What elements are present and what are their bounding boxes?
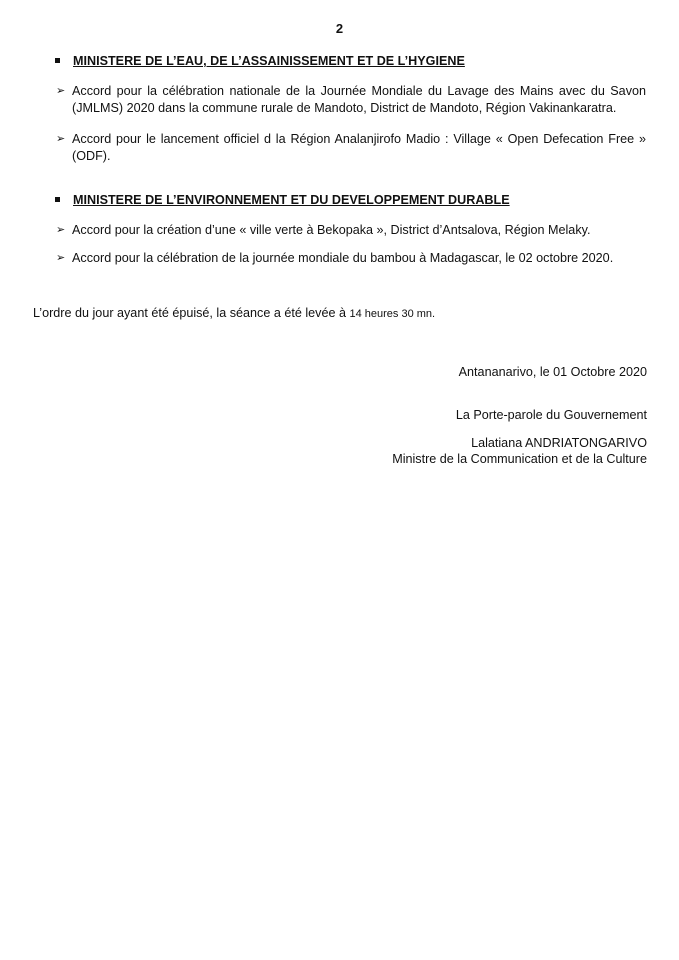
section-heading-eau (55, 53, 655, 70)
square-bullet-icon (55, 58, 60, 63)
signatory-role: La Porte-parole du Gouvernement (455, 408, 647, 422)
closing-statement (33, 305, 653, 323)
signatory-title: Ministre de la Communication et de la Culture (392, 452, 647, 466)
list-item-text: Accord pour la célébration nationale de la Journée Mondiale du Lavage des Mains avec du Savon (JMLMS) 2020 dans la commune rurale de Mandoto, District de Mandoto, Région Vakinankaratra. (72, 84, 646, 115)
list-item (56, 222, 646, 239)
place-date: Antananarivo, le 01 Octobre 2020 (458, 365, 647, 379)
list-item-text: Accord pour le lancement officiel d la Région Analanjirofo Madio : Village « Open Defecation Free » (ODF). (72, 132, 646, 163)
section-heading-text: MINISTERE DE L’EAU, DE L’ASSAINISSEMENT ET DE L’HYGIENE (73, 54, 465, 68)
signatory-name: Lalatiana ANDRIATONGARIVO (471, 436, 647, 450)
section-heading-environnement (55, 192, 655, 209)
list-item-text: Accord pour la création d’une « ville verte à Bekopaka », District d’Antsalova, Région Melaky. (72, 223, 591, 237)
square-bullet-icon (55, 197, 60, 202)
arrow-bullet-icon: ➢ (56, 85, 66, 97)
closing-time: 14 heures 30 mn. (349, 308, 436, 320)
list-item-text: Accord pour la célébration de la journée mondiale du bambou à Madagascar, le 02 octobre 2020. (72, 251, 614, 265)
list-item (56, 131, 646, 165)
section-heading-text: MINISTERE DE L’ENVIRONNEMENT ET DU DEVELOPPEMENT DURABLE (73, 193, 510, 207)
page-number: 2 (335, 21, 344, 36)
closing-text: L’ordre du jour ayant été épuisé, la séance a été levée à (33, 306, 350, 320)
list-item (56, 250, 646, 267)
arrow-bullet-icon: ➢ (56, 224, 66, 236)
arrow-bullet-icon: ➢ (56, 133, 66, 145)
list-item (56, 83, 646, 117)
arrow-bullet-icon: ➢ (56, 252, 66, 264)
